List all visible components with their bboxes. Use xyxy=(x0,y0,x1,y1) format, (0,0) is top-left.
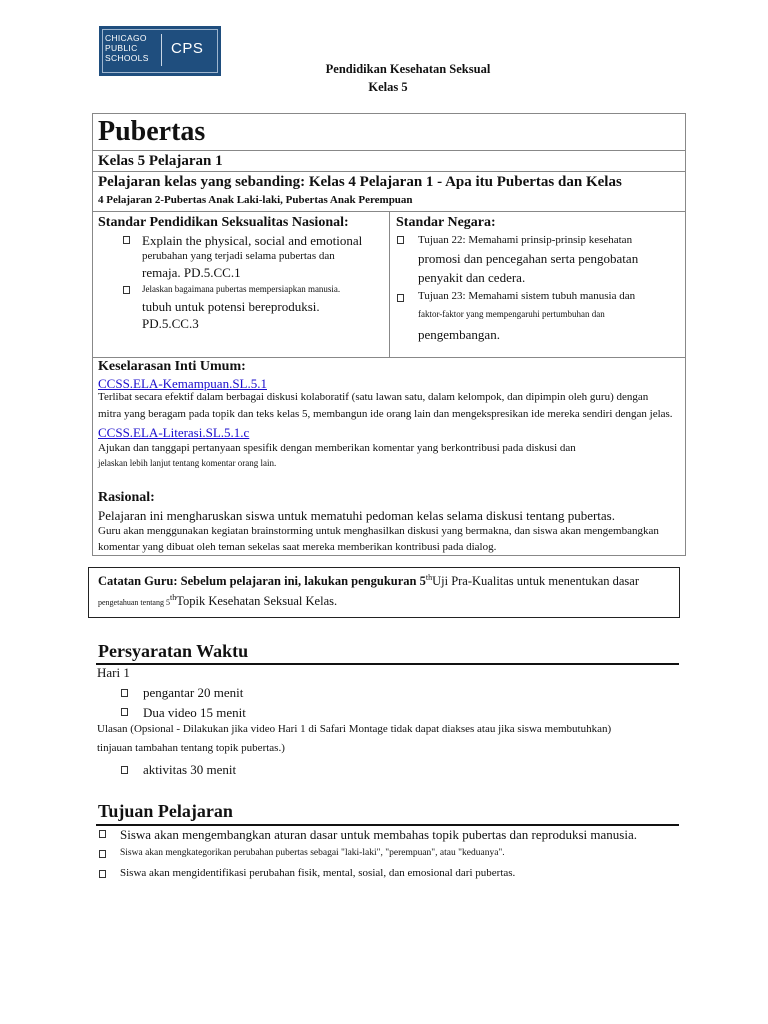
checkbox-icon xyxy=(121,689,128,697)
state-item-1-cont: penyakit dan cedera. xyxy=(418,270,526,285)
checkbox-icon xyxy=(121,766,128,774)
checkbox-icon xyxy=(123,236,130,244)
rationale-heading: Rasional: xyxy=(98,490,155,505)
teacher-note-line-2 xyxy=(98,593,337,609)
objective-1: Siswa akan mengembangkan aturan dasar untuk membahas topik pubertas dan reproduksi manusia. xyxy=(120,827,637,842)
logo-line: SCHOOLS xyxy=(105,53,149,63)
teacher-note-bold: Catatan Guru: Sebelum pelajaran ini, lakukan pengukuran 5 xyxy=(98,574,426,589)
teacher-note-small: pengetahuan tentang 5 xyxy=(98,598,170,608)
logo-words xyxy=(105,33,149,63)
time-requirements-title: Persyaratan Waktu xyxy=(98,641,249,661)
common-core-heading: Keselarasan Inti Umum: xyxy=(98,359,246,374)
ccss-link-sl-5-1-c[interactable]: CCSS.ELA-Literasi.SL.5.1.c xyxy=(98,425,250,440)
ccss-text-2-cont: jelaskan lebih lanjut tentang komentar orang lain. xyxy=(98,458,277,468)
ccss-text-1-cont: mitra yang beragam pada topik dan teks kelas 5, membangun ide orang lain dan mengekspresikan ide mereka sendiri dengan jelas. xyxy=(98,408,673,420)
lesson-subtitle: Kelas 5 Pelajaran 1 xyxy=(98,153,223,169)
superscript: th xyxy=(425,573,433,582)
checkbox-icon xyxy=(397,236,404,244)
state-item-2-cont: faktor-faktor yang mempengaruhi pertumbuhan dan xyxy=(418,309,605,319)
time-item-intro: pengantar 20 menit xyxy=(143,685,244,700)
doc-header-line2: Kelas 5 xyxy=(368,80,408,94)
section-rule xyxy=(96,824,679,826)
teacher-note-text: Topik Kesehatan Seksual Kelas. xyxy=(176,594,338,609)
rationale-line-3: komentar yang dibuat oleh teman sekelas saat mereka memberikan kontribusi pada dialog. xyxy=(98,541,497,553)
national-item-2-cont: PD.5.CC.3 xyxy=(142,316,199,331)
state-item-1-cont: promosi dan pencegahan serta pengobatan xyxy=(418,251,639,266)
national-item-1-cont: perubahan yang terjadi selama pubertas dan xyxy=(142,250,335,262)
doc-header-line1: Pendidikan Kesehatan Seksual xyxy=(325,62,491,76)
national-item-1: Explain the physical, social and emotional xyxy=(142,233,363,248)
time-item-activity: aktivitas 30 menit xyxy=(143,762,237,777)
checkbox-icon xyxy=(99,830,106,838)
logo-abbr: CPS xyxy=(171,40,204,57)
checkbox-icon xyxy=(123,286,130,294)
checkbox-icon xyxy=(99,850,106,858)
time-day-label: Hari 1 xyxy=(97,665,130,680)
comparable-lesson-cont: 4 Pelajaran 2-Pubertas Anak Laki-laki, Pubertas Anak Perempuan xyxy=(98,194,413,206)
time-review-line-2: tinjauan tambahan tentang topik pubertas.) xyxy=(97,742,285,754)
state-item-2-cont: pengembangan. xyxy=(418,327,500,342)
logo-line: CHICAGO xyxy=(105,33,147,43)
state-item-1: Tujuan 22: Memahami prinsip-prinsip kesehatan xyxy=(418,234,633,246)
national-item-2-cont: tubuh untuk potensi bereproduksi. xyxy=(142,299,320,314)
teacher-note-text: Uji Pra-Kualitas untuk menentukan dasar xyxy=(432,574,639,589)
checkbox-icon xyxy=(121,708,128,716)
superscript: th xyxy=(169,593,177,602)
cps-logo xyxy=(99,26,221,76)
objective-2: Siswa akan mengkategorikan perubahan pubertas sebagai "laki-laki", "perempuan", atau "keduanya". xyxy=(120,848,505,858)
comparable-lesson: Pelajaran kelas yang sebanding: Kelas 4 Pelajaran 1 - Apa itu Pubertas dan Kelas xyxy=(98,174,622,190)
time-item-video: Dua video 15 menit xyxy=(143,705,246,720)
ccss-text-1: Terlibat secara efektif dalam berbagai diskusi kolaboratif (satu lawan satu, dalam kelompok, dan dipimpin oleh guru) dengan xyxy=(98,391,649,403)
teacher-note-line-1 xyxy=(98,573,639,589)
state-item-2: Tujuan 23: Memahami sistem tubuh manusia dan xyxy=(418,290,636,302)
ccss-text-2: Ajukan dan tanggapi pertanyaan spesifik dengan memberikan komentar yang berkontribusi pada diskusi dan xyxy=(98,442,576,454)
teacher-note xyxy=(88,567,680,618)
national-item-2: Jelaskan bagaimana pubertas mempersiapkan manusia. xyxy=(142,284,341,294)
checkbox-icon xyxy=(397,294,404,302)
objective-3: Siswa akan mengidentifikasi perubahan fisik, mental, sosial, dan emosional dari pubertas. xyxy=(120,867,516,879)
lesson-table xyxy=(92,113,686,556)
rationale-line-2: Guru akan menggunakan kegiatan brainstorming untuk menghasilkan diskusi yang bermakna, dan siswa akan mengembangkan xyxy=(98,525,659,537)
rationale-line-1: Pelajaran ini mengharuskan siswa untuk mematuhi pedoman kelas selama diskusi tentang pubertas. xyxy=(98,508,615,523)
lesson-title: Pubertas xyxy=(98,116,206,147)
checkbox-icon xyxy=(99,870,106,878)
section-rule xyxy=(96,663,679,665)
time-review-line-1: Ulasan (Opsional - Dilakukan jika video Hari 1 di Safari Montage tidak dapat diakses atau jika siswa membutuhkan) xyxy=(97,723,612,735)
national-item-1-cont: remaja. PD.5.CC.1 xyxy=(142,265,241,280)
national-standards-heading: Standar Pendidikan Seksualitas Nasional: xyxy=(98,215,349,230)
logo-line: PUBLIC xyxy=(105,43,138,53)
objectives-title: Tujuan Pelajaran xyxy=(98,801,233,821)
state-standards-heading: Standar Negara: xyxy=(396,215,496,230)
ccss-link-sl-5-1[interactable]: CCSS.ELA-Kemampuan.SL.5.1 xyxy=(98,376,267,391)
